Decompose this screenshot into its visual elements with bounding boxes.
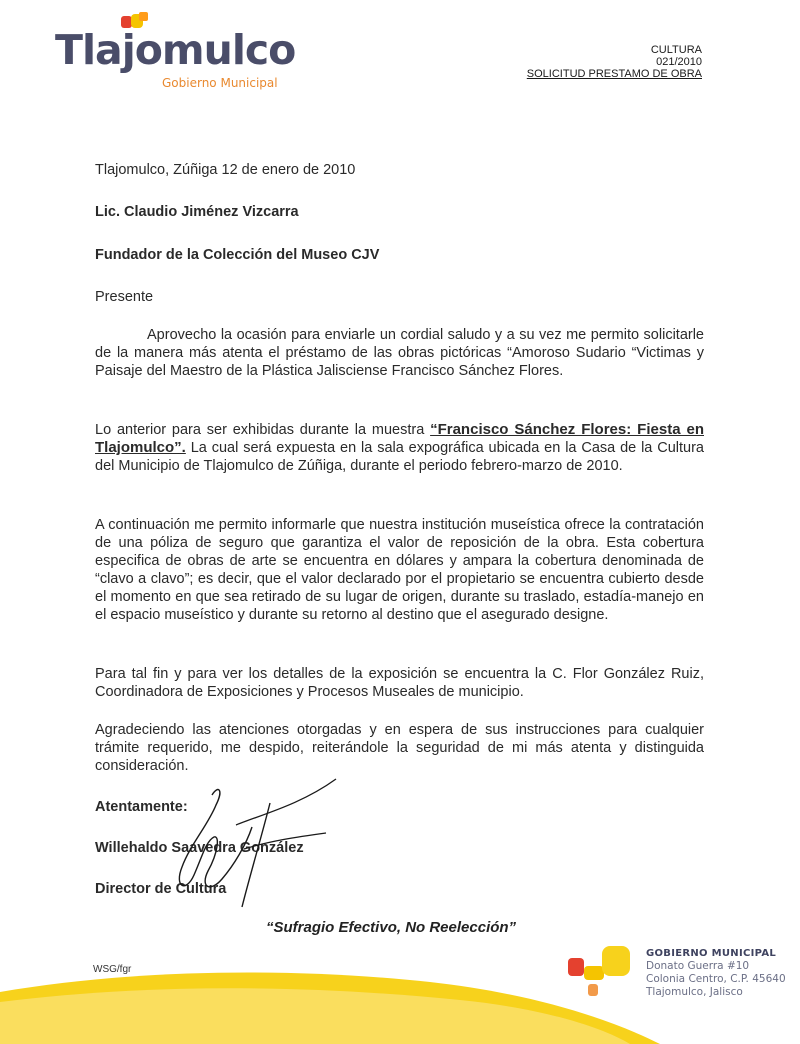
closing: Atentamente: [95, 799, 188, 815]
ref-number: 021/2010 [656, 56, 702, 68]
paragraph-1: Aprovecho la ocasión para enviarle un cordial saludo y a su vez me permito solicitarle de la manera más atenta el préstamo de las obras pictóricas “Amoroso Sudario “Victimas y Paisaje del Maestro de la Plástica Jalisciense Francisco Sánchez Flores. [95, 327, 704, 379]
paragraph-2-rest: La cual será expuesta en la sala expográfica ubicada en la Casa de la Cultura del Municipio de Tlajomulco de Zúñiga, durante el periodo febrero-marzo de 2010. [95, 440, 704, 474]
tlajomulco-logo [55, 12, 305, 92]
paragraph-5: Agradeciendo las atenciones otorgadas y en espera de sus instrucciones para cualquier trámite requerido, me despido, reiterándole la seguridad de mi más atenta y distinguida consideración. [95, 722, 704, 774]
paragraph-2 [95, 421, 704, 475]
footer-address-line-3: Tlajomulco, Jalisco [646, 986, 743, 998]
salutation: Presente [95, 289, 154, 305]
initials: WSG/fgr [93, 964, 132, 975]
footer-address-line-2: Colonia Centro, C.P. 45640 [646, 973, 786, 985]
ref-subject: SOLICITUD PRESTAMO DE OBRA [526, 68, 702, 80]
logo-subtitle: Gobierno Municipal [162, 76, 278, 90]
motto: “Sufragio Efectivo, No Reelección” [266, 919, 517, 936]
signer-title: Director de Cultura [95, 881, 227, 897]
signer-name: Willehaldo Saavedra González [95, 840, 304, 856]
recipient-name: Lic. Claudio Jiménez Vizcarra [95, 204, 299, 220]
exhibition-title: “Francisco Sánchez Flores: Fiesta en Tlajomulco”. [95, 421, 704, 456]
logo-wordmark: Tlajomulco [55, 26, 296, 74]
footer-address [646, 947, 786, 999]
footer-org: GOBIERNO MUNICIPAL [646, 948, 777, 959]
paragraph-3: A continuación me permito informarle que nuestra institución museística ofrece la contratación de una póliza de seguro que garantiza el valor de reposición de la obra. Esta cobertura especifica de obras de arte se encuentra en dólares y ampara la cobertura denominada de “clavo a clavo”; es decir, que el valor declarado por el propietario se encuentra cubierto desde el momento en que sea retirado de su lugar de origen, durante su traslado, estadía-manejo en el espacio museístico y durante su retorno al destino que el asegurado designe. [95, 517, 704, 623]
paragraph-2-intro: Lo anterior para ser exhibidas durante la muestra [95, 422, 431, 438]
footer-address-line-1: Donato Guerra #10 [646, 960, 750, 972]
ref-department: CULTURA [650, 44, 702, 56]
reference-block [527, 44, 702, 80]
paragraph-4: Para tal fin y para ver los detalles de la exposición se encuentra la C. Flor González Ruiz, Coordinadora de Exposiciones y Procesos Museales de municipio. [95, 666, 704, 700]
recipient-title: Fundador de la Colección del Museo CJV [95, 247, 380, 263]
footer-logo-icon [566, 944, 636, 1000]
handwritten-signature [160, 775, 340, 915]
place-date: Tlajomulco, Zúñiga 12 de enero de 2010 [95, 162, 356, 178]
